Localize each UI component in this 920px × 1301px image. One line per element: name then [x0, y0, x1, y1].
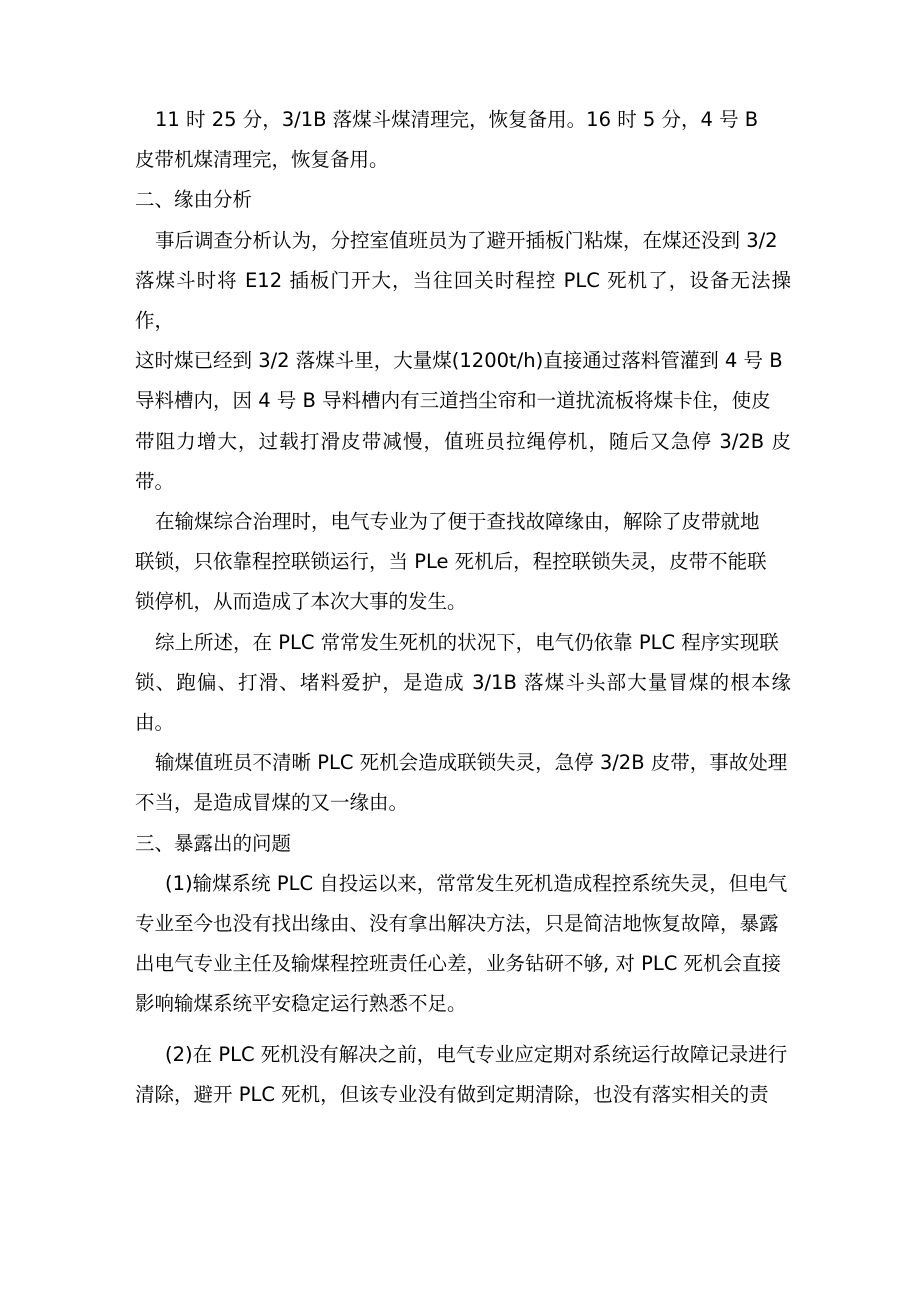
paragraph-summary: [135, 623, 791, 744]
paragraph-investigation: [135, 221, 791, 502]
text-line: 出电气专业主任及输煤程控班责任心差，业务钻研不够, 对 PLC 死机会直接: [135, 952, 782, 976]
text-line: 皮带机煤清理完，恢复备用。: [135, 148, 389, 172]
document-body: [135, 100, 791, 1115]
text-line: 清除，避开 PLC 死机，但该专业没有做到定期清除，也没有落实相关的责: [135, 1082, 769, 1106]
text-line: 锁停机，从而造成了本次大事的发生。: [135, 590, 467, 614]
paragraph-coal-cleanup: [135, 100, 791, 180]
paragraph-operator-error: [135, 743, 791, 823]
section-heading-exposed-problems: 三、暴露出的问题: [135, 831, 292, 855]
section-heading-cause-analysis: 二、缘由分析: [135, 188, 253, 212]
text-line: (1)输煤系统 PLC 自投运以来，常常发生死机造成程控系统失灵，但电气: [165, 871, 788, 895]
text-line: 这时煤已经到 3/2 落煤斗里，大量煤(1200t/h)直接通过落料管灌到 4 号 B: [135, 349, 783, 373]
text-line: 不当，是造成冒煤的又一缘由。: [135, 791, 409, 815]
text-line: 11 时 25 分，3/1B 落煤斗煤清理完，恢复备用。16 时 5 分，4 号 B: [155, 108, 759, 131]
text-line: 影响输煤系统平安稳定运行熟悉不足。: [135, 992, 467, 1016]
paragraph-problem-1: [135, 864, 791, 1025]
text-line: 事后调查分析认为，分控室值班员为了避开插板门粘煤，在煤还没到 3/2: [155, 228, 778, 252]
text-line: 综上所述，在 PLC 常常发生死机的状况下，电气仍依靠 PLC 程序实现联: [155, 630, 779, 654]
text-line: 锁、跑偏、打滑、堵料爱护，是造成 3/1B 落煤斗头部大量冒煤的根本缘由。: [135, 670, 791, 735]
text-line: (2)在 PLC 死机没有解决之前，电气专业应定期对系统运行故障记录进行: [165, 1042, 788, 1066]
text-line: 专业至今也没有找出缘由、没有拿出解决方法，只是简洁地恢复故障，暴露: [135, 912, 779, 936]
text-line: 落煤斗时将 E12 插板门开大，当往回关时程控 PLC 死机了，设备无法操作，: [135, 268, 791, 333]
paragraph-problem-2: [135, 1035, 791, 1115]
text-line: 联锁，只依靠程控联锁运行，当 PLe 死机后，程控联锁失灵，皮带不能联: [135, 550, 767, 574]
text-line: 导料槽内，因 4 号 B 导料槽内有三道挡尘帘和一道扰流板将煤卡住，使皮: [135, 389, 771, 413]
text-line: 带阻力增大，过载打滑皮带减慢，值班员拉绳停机，随后又急停 3/2B 皮带。: [135, 429, 791, 493]
text-line: 在输煤综合治理时，电气专业为了便于查找故障缘由，解除了皮带就地: [155, 510, 760, 534]
paragraph-interlock: [135, 502, 791, 623]
text-line: 输煤值班员不清晰 PLC 死机会造成联锁失灵，急停 3/2B 皮带，事故处理: [155, 751, 788, 775]
